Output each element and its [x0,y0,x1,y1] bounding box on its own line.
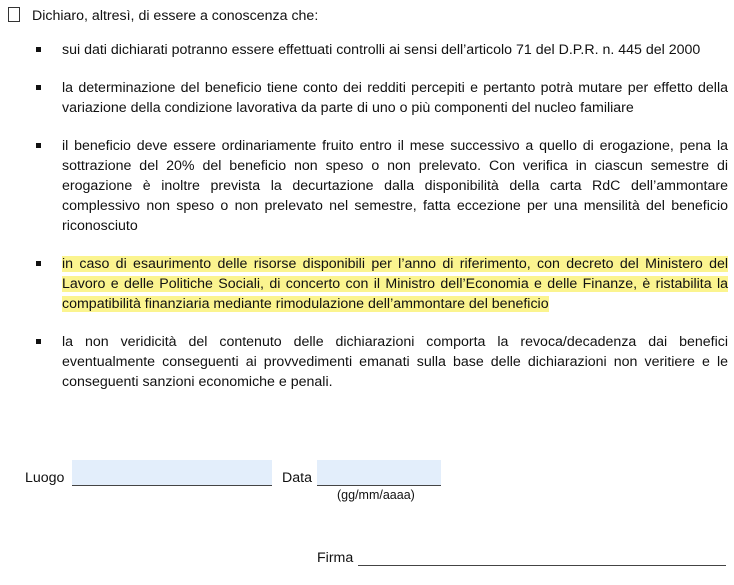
condition-text-highlighted: in caso di esaurimento delle risorse disponibili per l’anno di riferimento, con decreto del Ministero del Lavoro e delle Politiche Sociali, di concerto con il Ministro dell’Economia e delle Finanze, è ristabilita la compatibilità finanziaria mediante rimodulazione dell’ammontare del beneficio [62,256,728,312]
bullet-square-icon [36,261,41,266]
condition-item [32,78,728,118]
data-input[interactable] [317,460,441,486]
bullet-square-icon [36,85,41,90]
condition-item [32,136,728,236]
condition-text: sui dati dichiarati potranno essere effettuati controlli ai sensi dell’articolo 71 del D.P.R. n. 445 del 2000 [62,42,701,58]
condition-text: la determinazione del beneficio tiene conto dei redditi percepiti e pertanto potrà mutare per effetto della variazione della condizione lavorativa da parte di uno o più componenti del nucleo familiare [62,80,728,116]
bullet-square-icon [36,339,41,344]
bullet-square-icon [36,143,41,148]
declaration-header [8,6,318,26]
condition-item [32,332,728,392]
luogo-input[interactable] [72,460,272,486]
firma-signature-line[interactable] [358,565,726,566]
condition-item-highlighted [32,254,728,314]
condition-item [32,40,728,60]
condition-text: il beneficio deve essere ordinariamente fruito entro il mese successivo a quello di erogazione, pena la sottrazione del 20% del beneficio non speso o non prelevato. Con verifica in ciascun semestre di erogazione è inoltre prevista la decurtazione dalla disponibilità della carta RdC dell’ammontare complessivo non speso o non prelevato nel semestre, fatta eccezione per una mensilità del beneficio riconosciuto [62,138,728,234]
date-format-hint: (gg/mm/aaaa) [337,488,415,502]
bullet-square-icon [36,47,41,52]
declaration-checkbox[interactable] [8,7,20,22]
declaration-header-text: Dichiaro, altresì, di essere a conoscenza che: [32,8,319,24]
firma-label: Firma [317,550,354,566]
conditions-list [32,40,728,392]
condition-text: la non veridicità del contenuto delle dichiarazioni comporta la revoca/decadenza dai benefici eventualmente conseguenti ai provvedimenti emanati sulla base delle dichiarazioni non veritiere e le conseguenti sanzioni economiche e penali. [62,334,728,390]
data-label: Data [282,470,312,486]
luogo-label: Luogo [25,470,65,486]
